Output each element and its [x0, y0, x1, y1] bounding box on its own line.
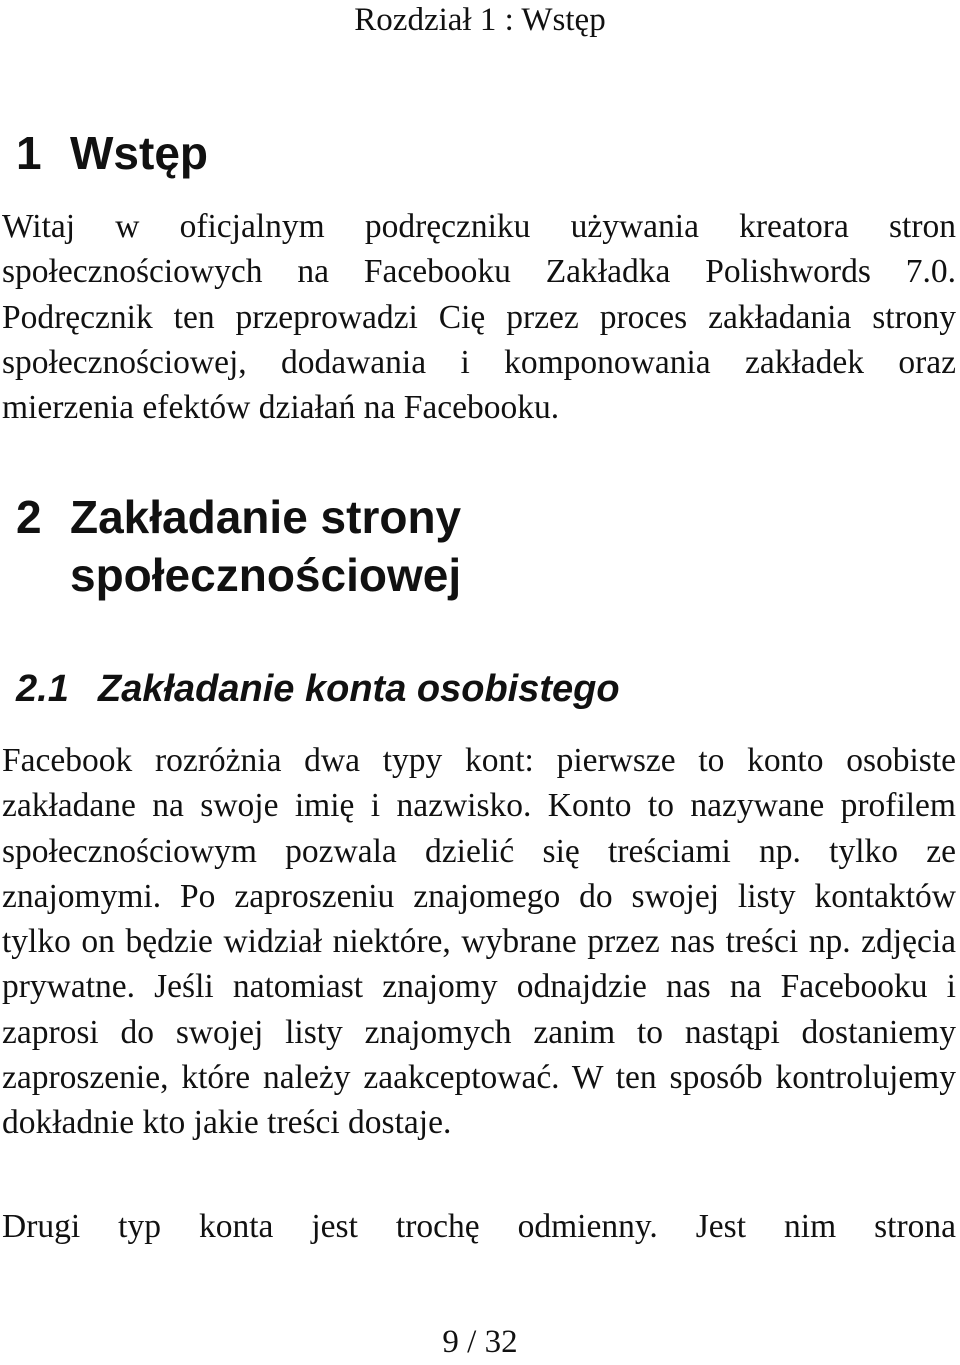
section-2-number: 2 [16, 491, 42, 543]
section-2-heading [16, 488, 540, 604]
section-2-1-number: 2.1 [16, 668, 69, 710]
page-number: 9 / 32 [442, 1324, 518, 1360]
intro-paragraph: Witaj w oficjalnym podręczniku używania kreatora stron społecznościowych na Facebooku Zakładka Polishwords 7.0. Podręcznik ten przeprowadzi Cię przez proces zakładania strony społecznościowej, dodawania i komponowania zakładek oraz mierzenia efektów działań na Facebooku. [2, 208, 956, 427]
section-2-1-title: Zakładanie konta osobistego [98, 668, 620, 710]
accounts-paragraph: Facebook rozróżnia dwa typy kont: pierwsze to konto osobiste zakładane na swoje imię i nazwisko. Konto to nazywane profilem społecznościowym pozwala dzielić się treściami np. tylko ze znajomymi. Po zaproszeniu znajomego do swojej listy kontaktów tylko on będzie widział niektóre, wybrane przez nas treści np. zdjęcia prywatne. Jeśli natomiast znajomy odnajdzie nas na Facebooku i zaprosi do swojej listy znajomych zanim to nastąpi dostaniemy zaproszenie, które należy zaakceptować. W ten sposób kontrolujemy dokładnie kto jakie treści dostaje. [2, 742, 956, 1142]
section-2-1-heading [16, 666, 620, 712]
section-1-number: 1 [16, 127, 42, 179]
section-1-title: Wstęp [70, 127, 208, 179]
section-2-title: Zakładanie strony społecznościowej [70, 491, 462, 601]
second-account-paragraph: Drugi typ konta jest trochę odmienny. Jest nim strona [2, 1208, 956, 1245]
running-header: Rozdział 1 : Wstęp [354, 2, 606, 38]
section-1-heading [16, 124, 540, 182]
